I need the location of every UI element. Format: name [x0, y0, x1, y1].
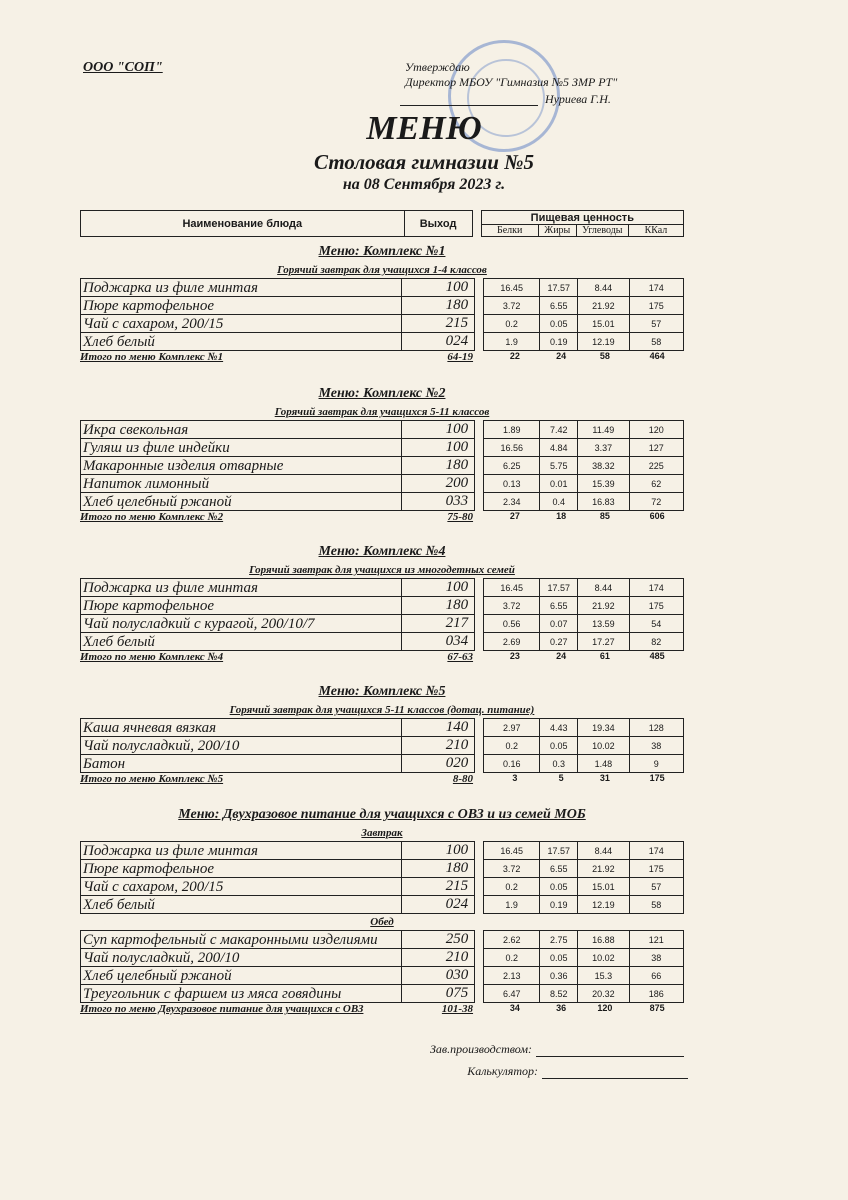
dish-name: Напиток лимонный: [81, 475, 402, 493]
column-gap: [475, 931, 484, 949]
total-f: 24: [556, 351, 567, 361]
dish-proteins: 0.2: [483, 315, 539, 333]
dish-proteins: 0.16: [484, 755, 540, 773]
section-subtitle: Горячий завтрак для учащихся 5-11 классов: [274, 406, 490, 418]
dish-carbs: 8.44: [578, 279, 629, 297]
table-row: [81, 315, 684, 333]
signature-line: [400, 105, 538, 106]
dish-kcal: 72: [629, 493, 683, 511]
total-c: 120: [597, 1003, 613, 1013]
dish-proteins: 16.45: [483, 579, 539, 597]
column-gap: [475, 597, 484, 615]
total-label: Итого по меню Комплекс №5: [80, 773, 224, 785]
dish-kcal: 57: [629, 878, 683, 896]
dish-name: Чай полусладкий с курагой, 200/10/7: [81, 615, 402, 633]
total-kcal: 175: [649, 773, 665, 783]
dish-name: Суп картофельный с макаронными изделиями: [81, 931, 402, 949]
total-p: 3: [512, 773, 518, 783]
dish-fats: 4.84: [540, 439, 578, 457]
dish-fats: 8.52: [540, 985, 578, 1003]
menu-items-table: [80, 278, 684, 351]
approver-title: Директор МБОУ "Гимназия №5 ЗМР РТ": [405, 75, 618, 89]
dish-kcal: 82: [629, 633, 683, 651]
dish-carbs: 3.37: [578, 439, 630, 457]
column-gap: [475, 579, 484, 597]
dish-name: Пюре картофельное: [81, 597, 402, 615]
dish-carbs: 11.49: [578, 421, 630, 439]
dish-name: Пюре картофельное: [81, 297, 402, 315]
total-p: 22: [509, 351, 520, 361]
dish-kcal: 175: [629, 860, 683, 878]
total-c: 31: [599, 773, 610, 783]
dish-fats: 0.36: [540, 967, 578, 985]
table-row: [81, 949, 684, 967]
dish-name: Чай с сахаром, 200/15: [81, 878, 402, 896]
dish-carbs: 21.92: [578, 297, 629, 315]
dish-kcal: 128: [629, 719, 683, 737]
dish-output: 140: [401, 719, 474, 737]
table-row: [81, 842, 684, 860]
total-p: 27: [509, 511, 520, 521]
dish-name: Хлеб белый: [81, 633, 402, 651]
table-row: [81, 297, 684, 315]
section-subtitle: Горячий завтрак для учащихся 5-11 классов (дотац. питание): [229, 704, 535, 716]
dish-kcal: 58: [629, 896, 683, 914]
dish-name: Хлеб белый: [81, 333, 402, 351]
total-c: 85: [599, 511, 610, 521]
total-f: 24: [556, 651, 567, 661]
col-nutrition: Пищевая ценность: [481, 211, 683, 225]
dish-carbs: 10.02: [578, 737, 630, 755]
dish-proteins: 6.47: [484, 985, 540, 1003]
column-gap: [475, 333, 484, 351]
column-gap: [475, 633, 484, 651]
column-gap: [475, 439, 484, 457]
column-gap: [475, 421, 484, 439]
dish-proteins: 16.45: [483, 279, 539, 297]
dish-kcal: 121: [629, 931, 683, 949]
table-row: [81, 878, 684, 896]
total-spacer: [473, 511, 487, 525]
menu-date: на 08 Сентября 2023 г.: [342, 176, 506, 193]
menu-items-table: [80, 930, 684, 1003]
dish-output: 180: [401, 297, 474, 315]
calculator-label: Калькулятор:: [467, 1064, 538, 1078]
dish-kcal: 57: [629, 315, 683, 333]
dish-name: Гуляш из филе индейки: [81, 439, 402, 457]
dish-fats: 0.19: [540, 333, 578, 351]
table-row: [81, 633, 684, 651]
column-gap: [475, 457, 484, 475]
dish-fats: 0.05: [540, 878, 578, 896]
column-gap: [475, 615, 484, 633]
column-gap: [475, 896, 484, 914]
section-title: Меню: Комплекс №5: [318, 684, 446, 699]
total-price: 8-80: [452, 773, 474, 785]
dish-name: Хлеб целебный ржаной: [81, 493, 402, 511]
dish-output: 100: [401, 439, 474, 457]
dish-kcal: 175: [629, 297, 683, 315]
dish-kcal: 175: [629, 597, 683, 615]
total-label: Итого по меню Комплекс №2: [80, 511, 224, 523]
dish-kcal: 225: [629, 457, 683, 475]
table-row: [81, 421, 684, 439]
section-title: Меню: Комплекс №2: [318, 386, 446, 401]
dish-output: 100: [401, 279, 474, 297]
dish-carbs: 15.3: [578, 967, 630, 985]
dish-output: 030: [402, 967, 475, 985]
table-row: [81, 597, 684, 615]
dish-fats: 4.43: [540, 719, 578, 737]
dish-name: Икра свекольная: [81, 421, 402, 439]
dish-name: Чай полусладкий, 200/10: [81, 949, 402, 967]
dish-carbs: 17.27: [578, 633, 629, 651]
dish-output: 180: [401, 860, 474, 878]
section-total: [80, 1003, 684, 1017]
section-complex-4: [80, 542, 684, 665]
dish-proteins: 1.9: [483, 333, 539, 351]
dish-carbs: 12.19: [578, 333, 629, 351]
dish-proteins: 3.72: [483, 597, 539, 615]
dish-fats: 6.55: [540, 860, 578, 878]
table-row: [81, 755, 684, 773]
col-kcal: ККал: [628, 225, 683, 237]
dish-carbs: 12.19: [578, 896, 629, 914]
total-spacer: [473, 773, 487, 787]
total-spacer: [473, 651, 487, 665]
total-kcal: 464: [649, 351, 665, 361]
menu-items-table: [80, 718, 684, 773]
table-header: [80, 210, 684, 237]
dish-fats: 0.4: [540, 493, 578, 511]
column-gap: [475, 719, 484, 737]
dish-kcal: 174: [629, 579, 683, 597]
col-fats: Жиры: [538, 225, 576, 237]
dish-fats: 17.57: [540, 842, 578, 860]
dish-output: 210: [402, 949, 475, 967]
dish-carbs: 15.01: [578, 878, 629, 896]
dish-kcal: 66: [629, 967, 683, 985]
section-title: Меню: Комплекс №4: [318, 544, 446, 559]
approve-label: Утверждаю: [405, 60, 470, 74]
dish-fats: 0.27: [540, 633, 578, 651]
table-row: [81, 931, 684, 949]
column-gap: [475, 493, 484, 511]
dish-carbs: 16.83: [578, 493, 630, 511]
dish-output: 024: [401, 333, 474, 351]
table-row: [81, 457, 684, 475]
dish-fats: 7.42: [540, 421, 578, 439]
dish-carbs: 15.39: [578, 475, 630, 493]
total-label: Итого по меню Комплекс №4: [80, 651, 224, 663]
total-price: 75-80: [447, 511, 474, 523]
dish-carbs: 20.32: [578, 985, 630, 1003]
dish-name: Каша ячневая вязкая: [81, 719, 402, 737]
column-gap: [475, 967, 484, 985]
dish-kcal: 54: [629, 615, 683, 633]
col-proteins: Белки: [481, 225, 538, 237]
dish-kcal: 127: [629, 439, 683, 457]
total-f: 36: [556, 1003, 567, 1013]
total-f: 5: [558, 773, 564, 783]
menu-items-table: [80, 578, 684, 651]
dish-carbs: 1.48: [578, 755, 630, 773]
section-complex-1: [80, 242, 684, 365]
dish-proteins: 0.2: [484, 949, 540, 967]
dish-fats: 17.57: [540, 279, 578, 297]
dish-output: 180: [401, 457, 474, 475]
section-subtitle: Горячий завтрак для учащихся из многодетных семей: [249, 564, 515, 576]
dish-carbs: 38.32: [578, 457, 630, 475]
dish-output: 210: [401, 737, 474, 755]
dish-output: 215: [401, 878, 474, 896]
dish-proteins: 3.72: [483, 860, 539, 878]
dish-fats: 0.3: [540, 755, 578, 773]
dish-kcal: 38: [629, 949, 683, 967]
dish-output: 100: [401, 579, 474, 597]
dish-output: 034: [401, 633, 474, 651]
dish-proteins: 2.13: [484, 967, 540, 985]
dish-name: Треугольник с фаршем из мяса говядины: [81, 985, 402, 1003]
dish-proteins: 0.2: [483, 878, 539, 896]
dish-proteins: 0.2: [484, 737, 540, 755]
column-gap: [475, 315, 484, 333]
dish-kcal: 62: [629, 475, 683, 493]
total-price: 64-19: [447, 351, 474, 363]
table-row: [81, 967, 684, 985]
table-row: [81, 333, 684, 351]
organization-name: ООО "СОП": [83, 60, 163, 75]
dish-carbs: 10.02: [578, 949, 630, 967]
section-complex-2: [80, 384, 684, 525]
dish-output: 020: [401, 755, 474, 773]
total-kcal: 606: [649, 511, 665, 521]
page-title: МЕНЮ: [366, 110, 482, 147]
dish-name: Чай с сахаром, 200/15: [81, 315, 402, 333]
dish-carbs: 19.34: [578, 719, 630, 737]
section-total: [80, 351, 684, 365]
dish-kcal: 186: [629, 985, 683, 1003]
total-price: 101-38: [441, 1003, 474, 1015]
signatures-block: [410, 1035, 688, 1079]
section-subtitle-lunch: Обед: [370, 916, 394, 928]
total-label: Итого по меню Двухразовое питание для учащихся с ОВЗ: [80, 1003, 364, 1015]
total-p: 34: [509, 1003, 520, 1013]
dish-carbs: 8.44: [578, 842, 629, 860]
dish-carbs: 13.59: [578, 615, 629, 633]
dish-proteins: 2.62: [484, 931, 540, 949]
dish-name: Поджарка из филе минтая: [81, 842, 402, 860]
total-f: 18: [556, 511, 567, 521]
total-label: Итого по меню Комплекс №1: [80, 351, 224, 363]
total-spacer: [473, 351, 487, 365]
dish-output: 180: [401, 597, 474, 615]
section-title: Меню: Двухразовое питание для учащихся с ОВЗ и из семей МОБ: [178, 807, 586, 822]
dish-output: 100: [401, 421, 474, 439]
dish-proteins: 6.25: [484, 457, 540, 475]
dish-name: Пюре картофельное: [81, 860, 402, 878]
dish-kcal: 174: [629, 842, 683, 860]
total-price: 67-63: [447, 651, 474, 663]
production-head-label: Зав.производством:: [429, 1042, 532, 1056]
dish-kcal: 9: [629, 755, 683, 773]
dish-fats: 6.55: [540, 597, 578, 615]
column-gap: [475, 842, 484, 860]
dish-proteins: 1.89: [484, 421, 540, 439]
total-c: 61: [599, 651, 610, 661]
dish-proteins: 2.69: [483, 633, 539, 651]
dish-name: Поджарка из филе минтая: [81, 279, 402, 297]
table-row: [81, 896, 684, 914]
dish-fats: 17.57: [540, 579, 578, 597]
dish-proteins: 16.56: [484, 439, 540, 457]
dish-name: Хлеб целебный ржаной: [81, 967, 402, 985]
approval-block: [405, 60, 618, 106]
column-gap: [475, 279, 484, 297]
dish-carbs: 15.01: [578, 315, 629, 333]
menu-items-table: [80, 841, 684, 914]
approver-name: Нуриева Г.Н.: [545, 92, 611, 106]
total-spacer: [473, 1003, 487, 1017]
table-row: [81, 579, 684, 597]
section-two-meal-ovz: [80, 805, 684, 1017]
dish-name: Чай полусладкий, 200/10: [81, 737, 402, 755]
dish-kcal: 120: [629, 421, 683, 439]
column-gap: [475, 949, 484, 967]
dish-fats: 0.01: [540, 475, 578, 493]
section-subtitle: Горячий завтрак для учащихся 1-4 классов: [277, 264, 487, 276]
dish-kcal: 38: [629, 737, 683, 755]
table-row: [81, 475, 684, 493]
dish-proteins: 1.9: [483, 896, 539, 914]
column-gap: [475, 737, 484, 755]
dish-fats: 0.07: [540, 615, 578, 633]
table-row: [81, 860, 684, 878]
dish-output: 100: [401, 842, 474, 860]
dish-output: 024: [401, 896, 474, 914]
dish-fats: 0.05: [540, 949, 578, 967]
table-row: [81, 719, 684, 737]
total-kcal: 875: [649, 1003, 665, 1013]
section-complex-5: [80, 682, 684, 787]
column-gap: [475, 755, 484, 773]
total-p: 23: [509, 651, 520, 661]
dish-kcal: 174: [629, 279, 683, 297]
page-subtitle: Столовая гимназии №5: [314, 150, 534, 174]
column-gap: [475, 878, 484, 896]
dish-name: Макаронные изделия отварные: [81, 457, 402, 475]
dish-output: 033: [401, 493, 474, 511]
dish-proteins: 3.72: [483, 297, 539, 315]
column-gap: [475, 297, 484, 315]
section-title: Меню: Комплекс №1: [318, 244, 446, 259]
dish-name: Поджарка из филе минтая: [81, 579, 402, 597]
dish-proteins: 0.13: [484, 475, 540, 493]
section-total: [80, 773, 684, 787]
total-kcal: 485: [649, 651, 665, 661]
section-total: [80, 651, 684, 665]
dish-carbs: 16.88: [578, 931, 630, 949]
dish-proteins: 2.34: [484, 493, 540, 511]
total-c: 58: [599, 351, 610, 361]
dish-carbs: 21.92: [578, 597, 629, 615]
dish-proteins: 16.45: [483, 842, 539, 860]
dish-fats: 5.75: [540, 457, 578, 475]
dish-output: 215: [401, 315, 474, 333]
dish-fats: 0.05: [540, 315, 578, 333]
dish-fats: 0.05: [540, 737, 578, 755]
column-gap: [475, 985, 484, 1003]
col-dish-name: Наименование блюда: [81, 211, 405, 237]
column-gap: [475, 475, 484, 493]
dish-output: 250: [402, 931, 475, 949]
dish-fats: 6.55: [540, 297, 578, 315]
dish-fats: 2.75: [540, 931, 578, 949]
dish-name: Хлеб белый: [81, 896, 402, 914]
col-carbs: Углеводы: [576, 225, 628, 237]
production-head-signature-line: [536, 1056, 684, 1057]
dish-fats: 0.19: [540, 896, 578, 914]
dish-kcal: 58: [629, 333, 683, 351]
col-output: Выход: [404, 211, 472, 237]
section-total: [80, 511, 684, 525]
table-row: [81, 985, 684, 1003]
dish-output: 075: [402, 985, 475, 1003]
table-row: [81, 493, 684, 511]
table-row: [81, 439, 684, 457]
dish-proteins: 0.56: [483, 615, 539, 633]
menu-items-table: [80, 420, 684, 511]
dish-output: 217: [401, 615, 474, 633]
calculator-signature-line: [542, 1078, 688, 1079]
dish-carbs: 8.44: [578, 579, 629, 597]
dish-name: Батон: [81, 755, 402, 773]
dish-carbs: 21.92: [578, 860, 629, 878]
table-row: [81, 737, 684, 755]
dish-proteins: 2.97: [484, 719, 540, 737]
dish-output: 200: [401, 475, 474, 493]
column-gap: [475, 860, 484, 878]
section-subtitle: Завтрак: [361, 827, 403, 839]
table-row: [81, 615, 684, 633]
table-row: [81, 279, 684, 297]
